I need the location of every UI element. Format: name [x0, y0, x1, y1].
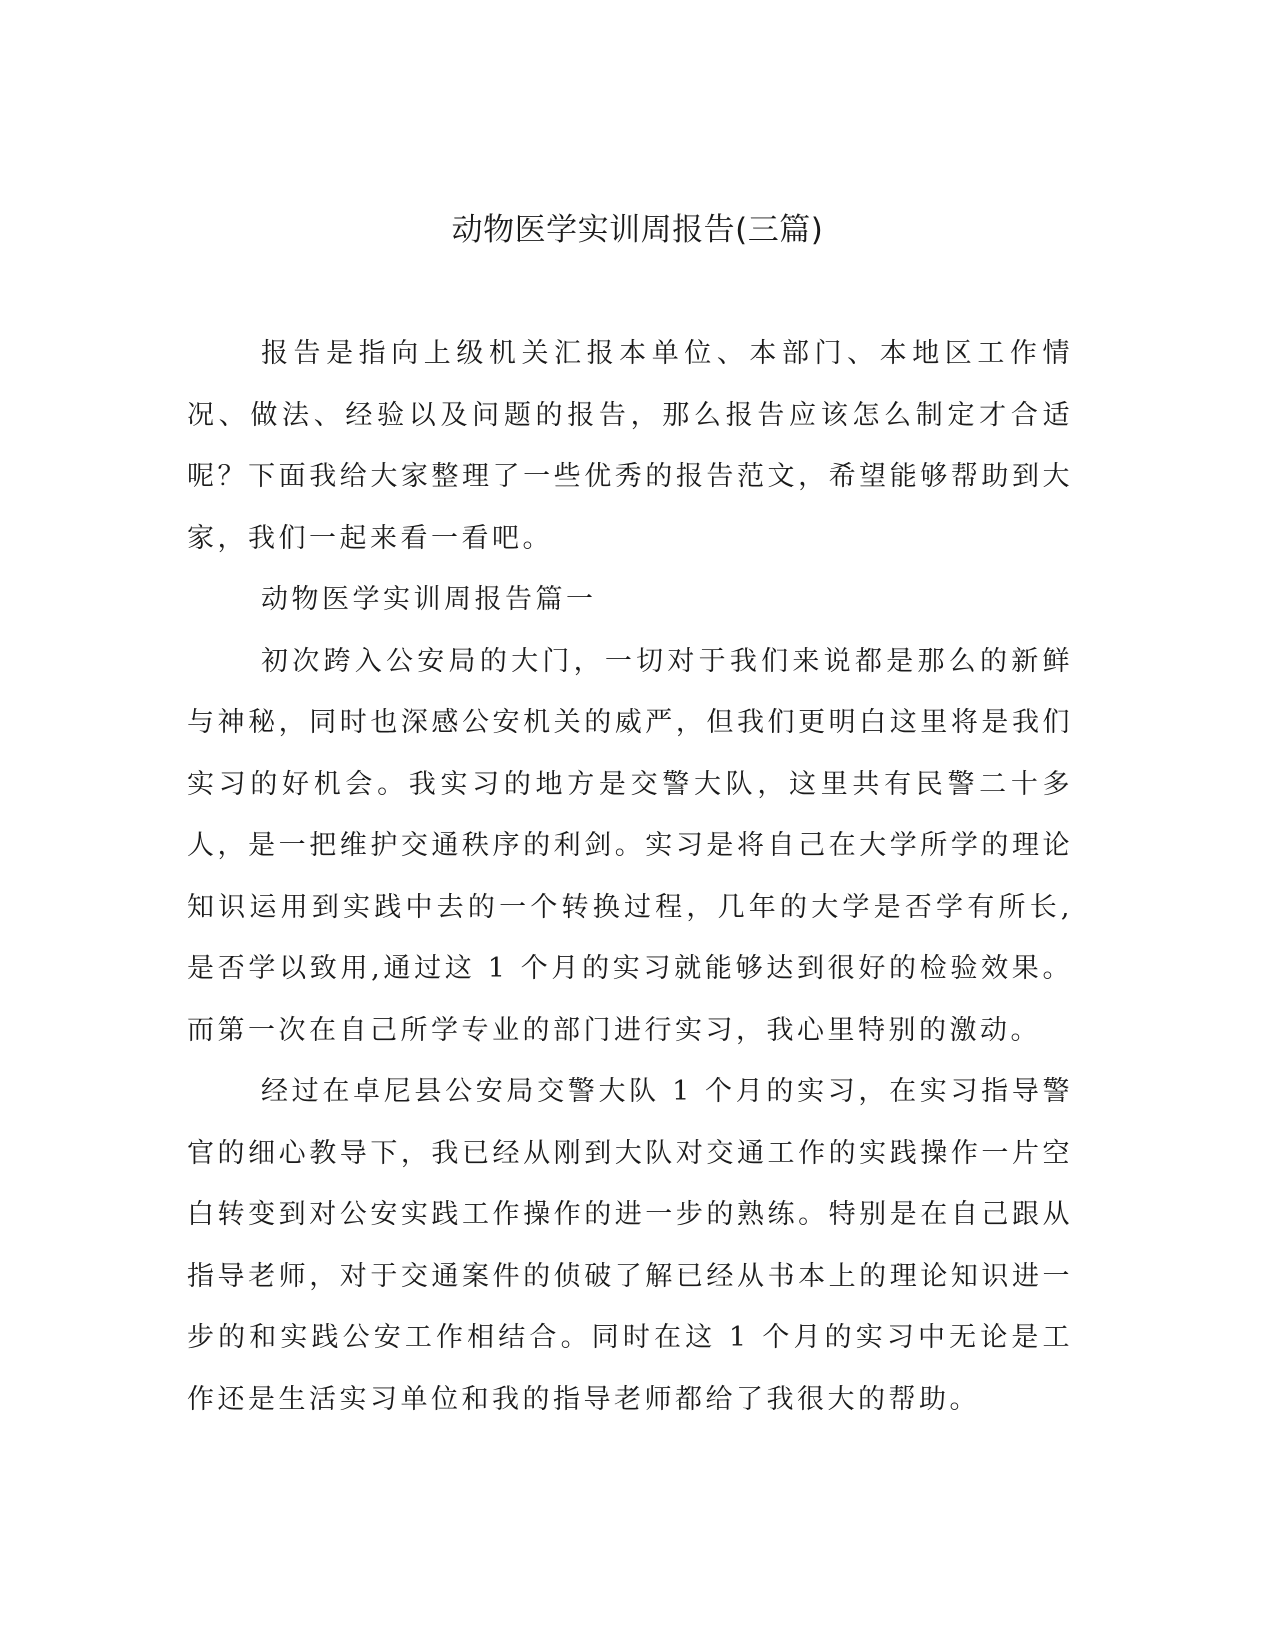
- document-body: [187, 323, 1073, 1430]
- document-title: 动物医学实训周报告(三篇): [451, 212, 824, 248]
- body-paragraph-2: 经过在卓尼县公安局交警大队 1 个月的实习，在实习指导警官的细心教导下，我已经从刚到大队对交通工作的实践操作一片空白转变到对公安实践工作操作的进一步的熟练。特别是在自己跟从指导老师，对于交通案件的侦破了解已经从书本上的理论知识进一步的和实践公安工作相结合。同时在这 1 个月的实习中无论是工作还是生活实习单位和我的指导老师都给了我很大的帮助。: [187, 1076, 1073, 1415]
- intro-paragraph: 报告是指向上级机关汇报本单位、本部门、本地区工作情况、做法、经验以及问题的报告，那么报告应该怎么制定才合适呢？下面我给大家整理了一些优秀的报告范文，希望能够帮助到大家，我们一起来看一看吧。: [187, 338, 1073, 554]
- body-paragraph-1: 初次跨入公安局的大门，一切对于我们来说都是那么的新鲜与神秘，同时也深感公安机关的威严，但我们更明白这里将是我们实习的好机会。我实习的地方是交警大队，这里共有民警二十多人，是一把维护交通秩序的利剑。实习是将自己在大学所学的理论知识运用到实践中去的一个转换过程，几年的大学是否学有所长,是否学以致用,通过这 1 个月的实习就能够达到很好的检验效果。而第一次在自己所学专业的部门进行实习，我心里特别的激动。: [187, 645, 1073, 1046]
- section-heading: 动物医学实训周报告篇一: [261, 584, 597, 615]
